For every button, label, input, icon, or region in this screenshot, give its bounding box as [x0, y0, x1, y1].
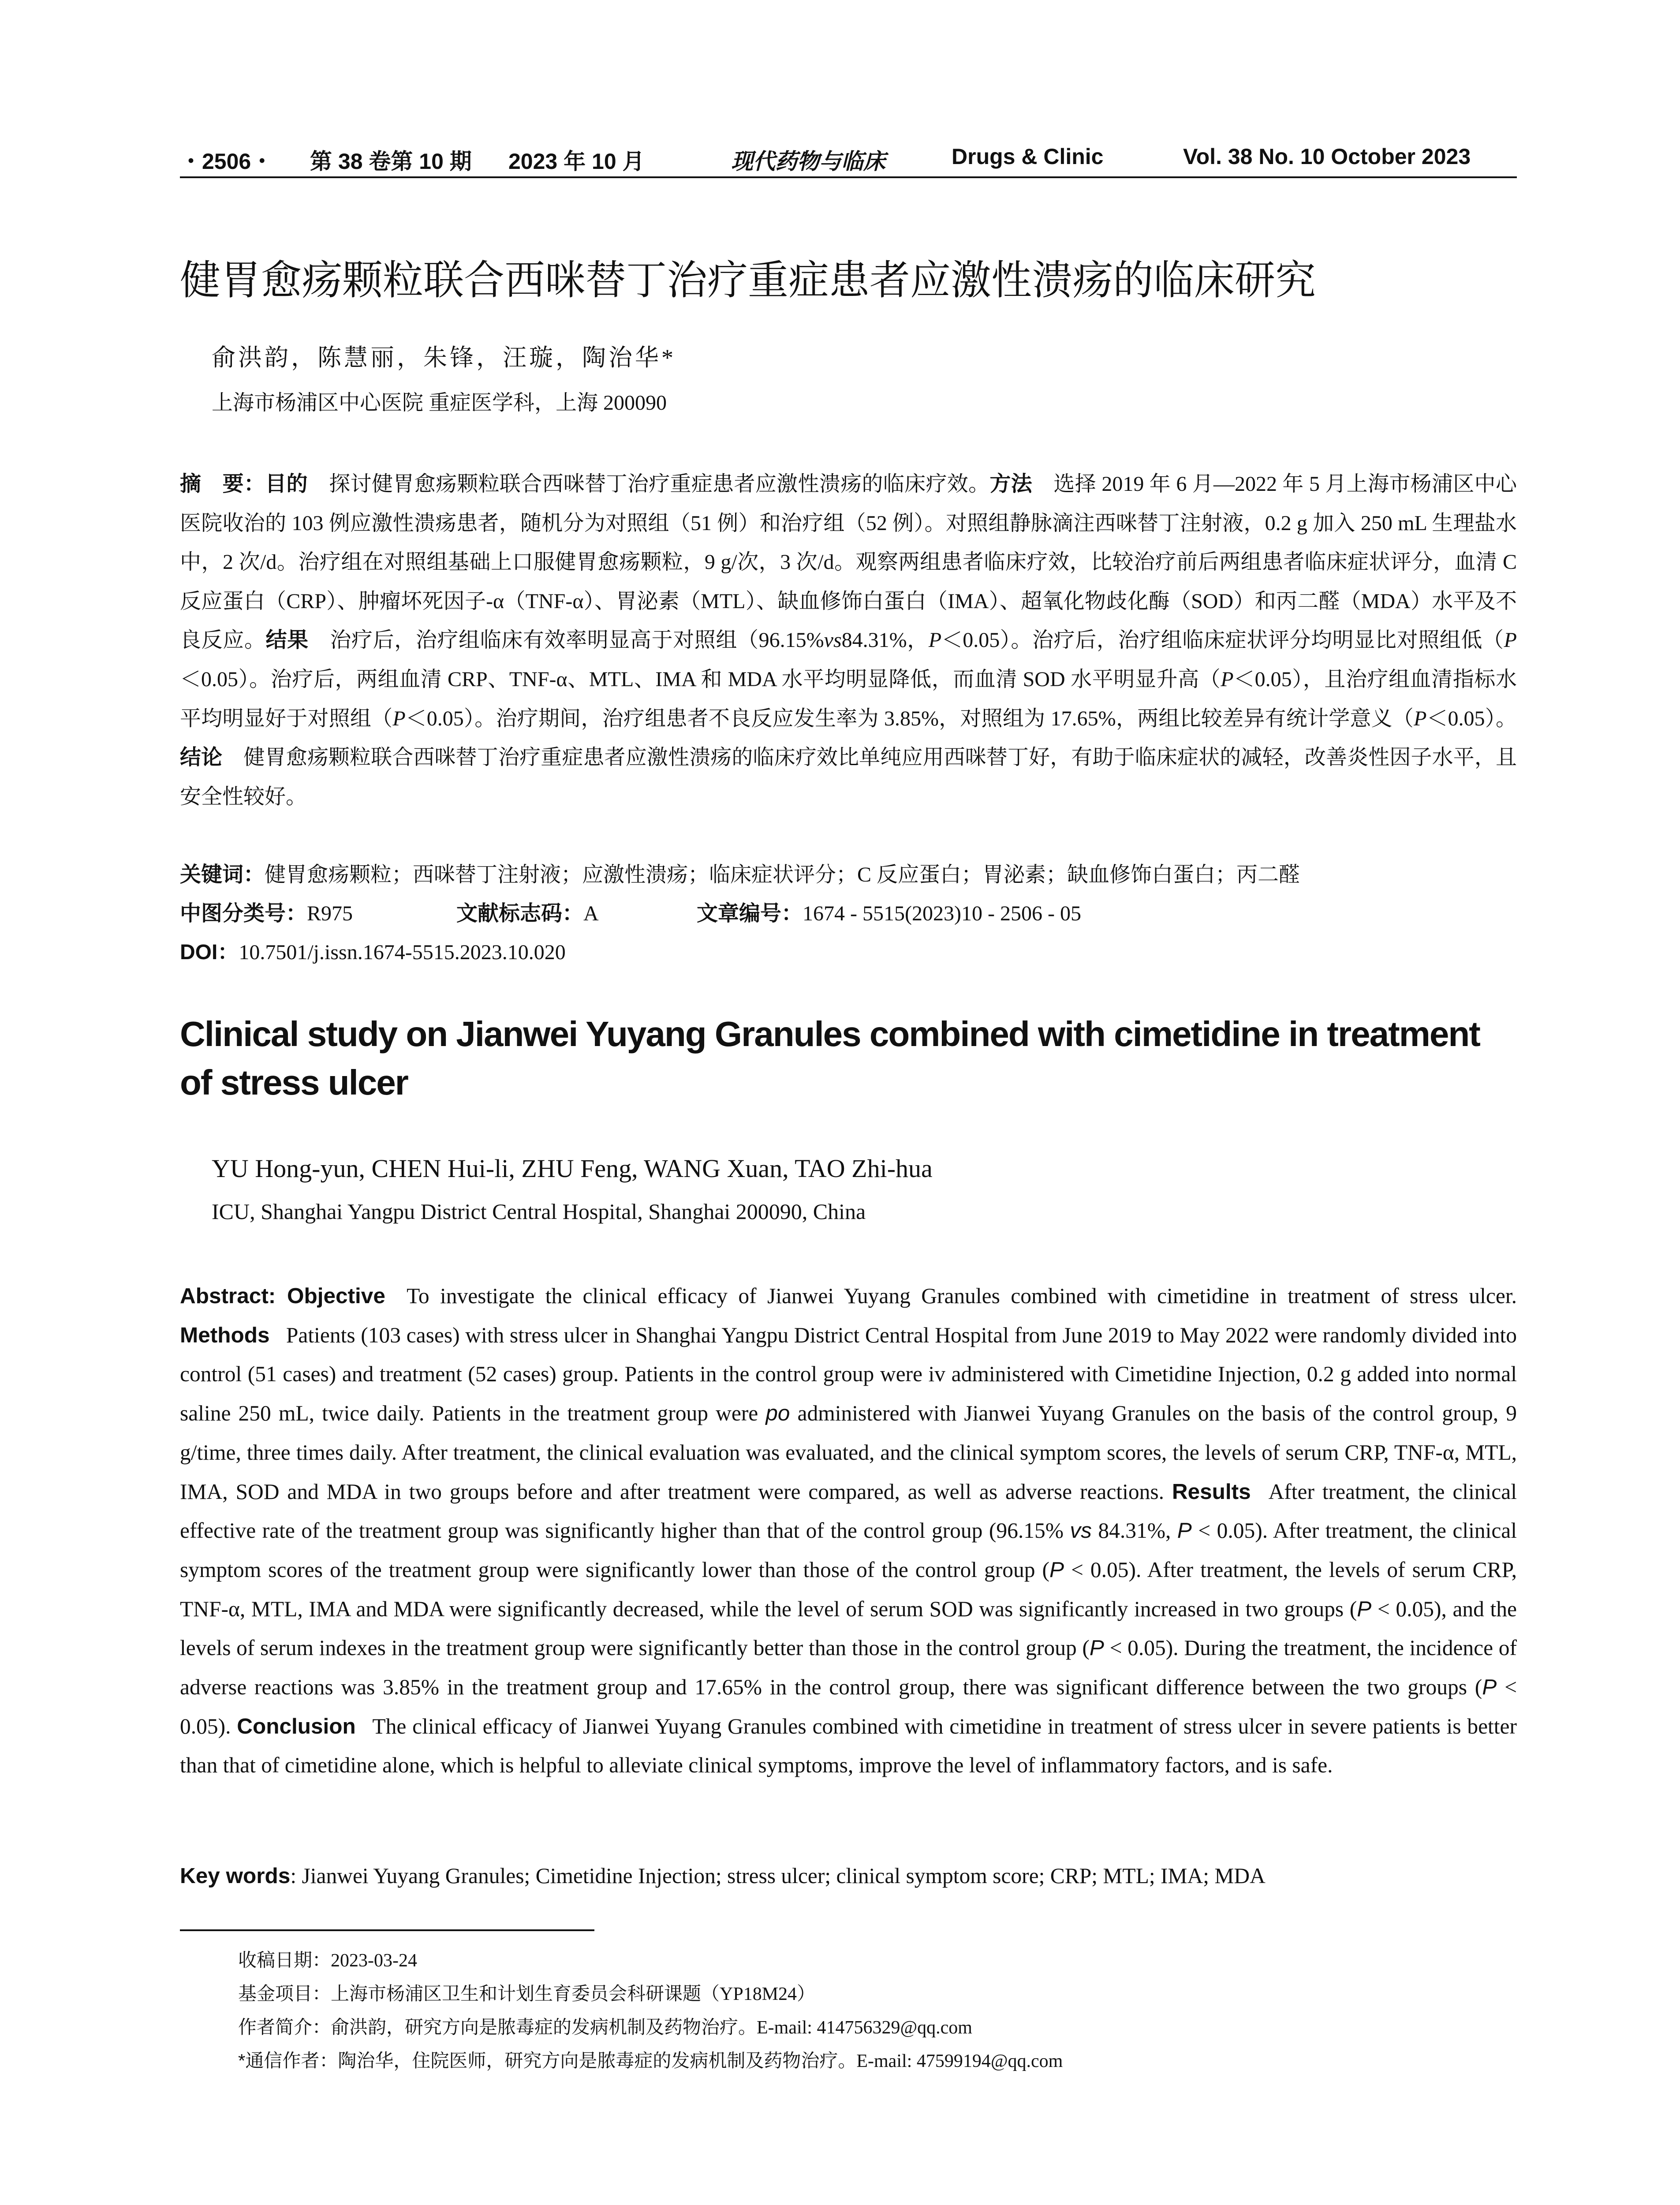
- footnote-author: [238, 2013, 972, 2039]
- clc-label: 中图分类号：: [180, 902, 307, 925]
- abstract-en: [180, 1277, 1517, 1785]
- conclusion-text-cn: 健胃愈疡颗粒联合西咪替丁治疗重症患者应激性溃疡的临床疗效比单纯应用西咪替丁好，有助于临床症状的减轻，改善炎性因子水平，且安全性较好。: [180, 746, 1517, 808]
- keywords-label-cn: 关键词：: [180, 863, 265, 886]
- po-italic: po: [765, 1401, 790, 1426]
- doi-label: DOI：: [180, 941, 239, 964]
- results-text-en: < 0.05). After treatment, the clinical symptom scores of the treatment group were significantly lower than those of the control group (: [180, 1518, 1517, 1582]
- abstract-label-en: Abstract:: [180, 1284, 287, 1308]
- results-text-en: < 0.05). During the treatment, the incidence of adverse reactions was 3.85% in the treatment group and 17.65% in the control group, there was significant difference between the two groups (: [180, 1636, 1517, 1700]
- results-text-cn: ＜0.05）。: [1426, 706, 1517, 730]
- results-text-en: < 0.05), and the levels of serum indexes in the treatment group were significantly better than those in the control group (: [180, 1596, 1517, 1660]
- corresponding-text: 陶治华，住院医师，研究方向是脓毒症的发病机制及药物治疗。E-mail: 47599194@qq.com: [338, 2051, 1063, 2071]
- document-code: [456, 896, 599, 927]
- conclusion-label-cn: 结论: [180, 746, 223, 770]
- objective-text-en: To investigate the clinical efficacy of Jianwei Yuyang Granules combined with cimetidine in treatment of stress ulcer.: [407, 1284, 1517, 1308]
- journal-name-en: Drugs & Clinic: [952, 144, 1104, 169]
- methods-text-cn: 选择 2019 年 6 月—2022 年 5 月上海市杨浦区中心医院收治的 103 例应激性溃疡患者，随机分为对照组（51 例）和治疗组（52 例）。对照组静脉滴注西咪替丁注射液，0.2 g 加入 250 mL 生理盐水中，2 次/d。治疗组在对照组基础上口服健胃愈疡颗粒，9 g/次，3 次/d。观察两组患者临床疗效，比较治疗前后两组患者临床症状评分，血清 C 反应蛋白（CRP）、肿瘤坏死因子-α（TNF-α）、胃泌素（MTL）、缺血修饰白蛋白（IMA）、超氧化物歧化酶（SOD）和丙二醛（MDA）水平及不良反应。: [180, 472, 1517, 652]
- vs-italic: vs: [1070, 1518, 1092, 1543]
- keywords-text-en: : Jianwei Yuyang Granules; Cimetidine Injection; stress ulcer; clinical symptom score; CRP; MTL; IMA; MDA: [290, 1864, 1266, 1888]
- received-label: 收稿日期：: [238, 1950, 331, 1970]
- fund-label: 基金项目：: [238, 1983, 331, 2004]
- journal-name-cn: 现代药物与临床: [731, 148, 885, 174]
- affiliation-cn: 上海市杨浦区中心医院 重症医学科，上海 200090: [212, 391, 667, 415]
- methods-text-en: administered with Jianwei Yuyang Granules on the basis of the control group, 9 g/time, three times daily. After treatment, the clinical evaluation was evaluated, and the clinical symptom scores, the levels of serum CRP, TNF-α, MTL, IMA, SOD and MDA in two groups before and after treatment were compared, as well as adverse reactions.: [180, 1401, 1517, 1504]
- conclusion-text-en: The clinical efficacy of Jianwei Yuyang Granules combined with cimetidine in treatment of stress ulcer in severe patients is better than that of cimetidine alone, which is helpful to alleviate clinical symptoms, improve the level of inflammatory factors, and is safe.: [180, 1714, 1517, 1778]
- results-text-cn: ＜0.05），且治疗组血清指标水平均明显好于对照组（: [180, 667, 1517, 730]
- vs-italic: vs: [824, 628, 842, 652]
- corresponding-label: *通信作者：: [238, 2050, 338, 2071]
- keywords-cn: [180, 857, 1300, 888]
- article-number-label: 文章编号：: [697, 902, 803, 925]
- results-text-en: After treatment, the clinical effective rate of the treatment group was significantly higher than that of the control group (96.15%: [180, 1479, 1517, 1543]
- doc-code-value: A: [583, 902, 599, 925]
- results-text-en: 84.31%,: [1098, 1518, 1171, 1543]
- results-label-en: Results: [1172, 1479, 1251, 1504]
- p-italic: P: [1089, 1636, 1104, 1660]
- volume-issue-cn: 第 38 卷第 10 期: [310, 149, 472, 174]
- conclusion-label-en: Conclusion: [237, 1714, 356, 1738]
- methods-label-cn: 方法: [989, 472, 1033, 496]
- results-text-en: < 0.05).: [180, 1675, 1517, 1738]
- p-italic: P: [1049, 1557, 1064, 1582]
- results-text-cn: 治疗后，治疗组临床有效率明显高于对照组（96.15%: [329, 628, 824, 652]
- doc-code-label: 文献标志码：: [456, 902, 584, 925]
- page-number: ・2506・: [180, 149, 273, 174]
- article-number: [697, 896, 1081, 927]
- p-italic: P: [1357, 1596, 1372, 1621]
- keywords-label-en: Key words: [180, 1864, 291, 1888]
- p-italic: P: [928, 628, 942, 652]
- results-text-cn: 84.31%，: [841, 628, 929, 652]
- running-header: [180, 140, 1517, 180]
- doi-line: [180, 935, 566, 965]
- results-text-en: < 0.05). After treatment, the levels of serum CRP, TNF-α, MTL, IMA and MDA were significantly decreased, while the level of serum SOD was significantly increased in two groups (: [180, 1557, 1517, 1621]
- footnote-fund: [238, 1979, 815, 2006]
- authors-en: YU Hong-yun, CHEN Hui-li, ZHU Feng, WANG Xuan, TAO Zhi-hua: [212, 1154, 933, 1183]
- objective-text-cn: 探讨健胃愈疡颗粒联合西咪替丁治疗重症患者应激性溃疡的临床疗效。: [329, 472, 990, 496]
- authors-cn: 俞洪韵，陈慧丽，朱锋，汪璇，陶治华*: [212, 344, 676, 371]
- article-title-en: Clinical study on Jianwei Yuyang Granules combined with cimetidine in treatment of stress ulcer: [180, 1014, 1480, 1102]
- results-text-cn: ＜0.05）。治疗后，治疗组临床症状评分均明显比对照组低（: [941, 628, 1504, 652]
- received-date: 2023-03-24: [331, 1951, 417, 1971]
- clc-value: R975: [307, 902, 353, 925]
- author-bio-text: 俞洪韵，研究方向是脓毒症的发病机制及药物治疗。E-mail: 414756329@qq.com: [331, 2018, 972, 2038]
- fund-text: 上海市杨浦区卫生和计划生育委员会科研课题（YP18M24）: [331, 1984, 816, 2004]
- p-italic: P: [1504, 628, 1517, 652]
- affiliation-en: ICU, Shanghai Yangpu District Central Hospital, Shanghai 200090, China: [212, 1199, 866, 1224]
- doi-value: 10.7501/j.issn.1674-5515.2023.10.020: [239, 941, 566, 964]
- methods-text-en: Patients (103 cases) with stress ulcer in Shanghai Yangpu District Central Hospital from June 2019 to May 2022 were randomly divided into control (51 cases) and treatment (52 cases) group. Patients in the control group were iv administered with Cimetidine Injection, 0.2 g added into normal saline 250 mL, twice daily. Patients in the treatment group were: [180, 1323, 1517, 1426]
- p-italic: P: [1221, 667, 1234, 691]
- keywords-text-cn: 健胃愈疡颗粒；西咪替丁注射液；应激性溃疡；临床症状评分；C 反应蛋白；胃泌素；缺血修饰白蛋白；丙二醛: [265, 863, 1300, 886]
- footnote-corresponding: [238, 2046, 1063, 2073]
- keywords-en: [180, 1863, 1266, 1888]
- footnote-rule: [180, 1929, 594, 1931]
- abstract-label-cn: 摘 要：: [180, 472, 265, 496]
- p-italic: P: [392, 706, 406, 730]
- article-title-cn: 健胃愈疡颗粒联合西咪替丁治疗重症患者应激性溃疡的临床研究: [180, 258, 1316, 303]
- methods-label-en: Methods: [180, 1323, 270, 1347]
- objective-label-cn: 目的: [265, 472, 308, 496]
- classification-line: [180, 896, 353, 927]
- author-bio-label: 作者简介：: [238, 2017, 331, 2037]
- date-cn: 2023 年 10 月: [508, 149, 645, 174]
- results-text-cn: ＜0.05）。治疗后，两组血清 CRP、TNF-α、MTL、IMA 和 MDA 水平均明显降低，而血清 SOD 水平明显升高（: [180, 667, 1221, 691]
- footnote-received: [238, 1946, 417, 1972]
- objective-label-en: Objective: [287, 1284, 385, 1308]
- results-text-cn: ＜0.05）。治疗期间，治疗组患者不良反应发生率为 3.85%，对照组为 17.65%，两组比较差异有统计学意义（: [405, 706, 1414, 730]
- p-italic: P: [1482, 1675, 1497, 1700]
- abstract-cn: [180, 465, 1517, 816]
- results-label-cn: 结果: [265, 628, 309, 652]
- article-number-value: 1674 - 5515(2023)10 - 2506 - 05: [803, 902, 1081, 925]
- header-rule: [180, 176, 1517, 178]
- p-italic: P: [1414, 706, 1427, 730]
- volume-issue-en: Vol. 38 No. 10 October 2023: [1183, 144, 1471, 169]
- p-italic: P: [1177, 1518, 1192, 1543]
